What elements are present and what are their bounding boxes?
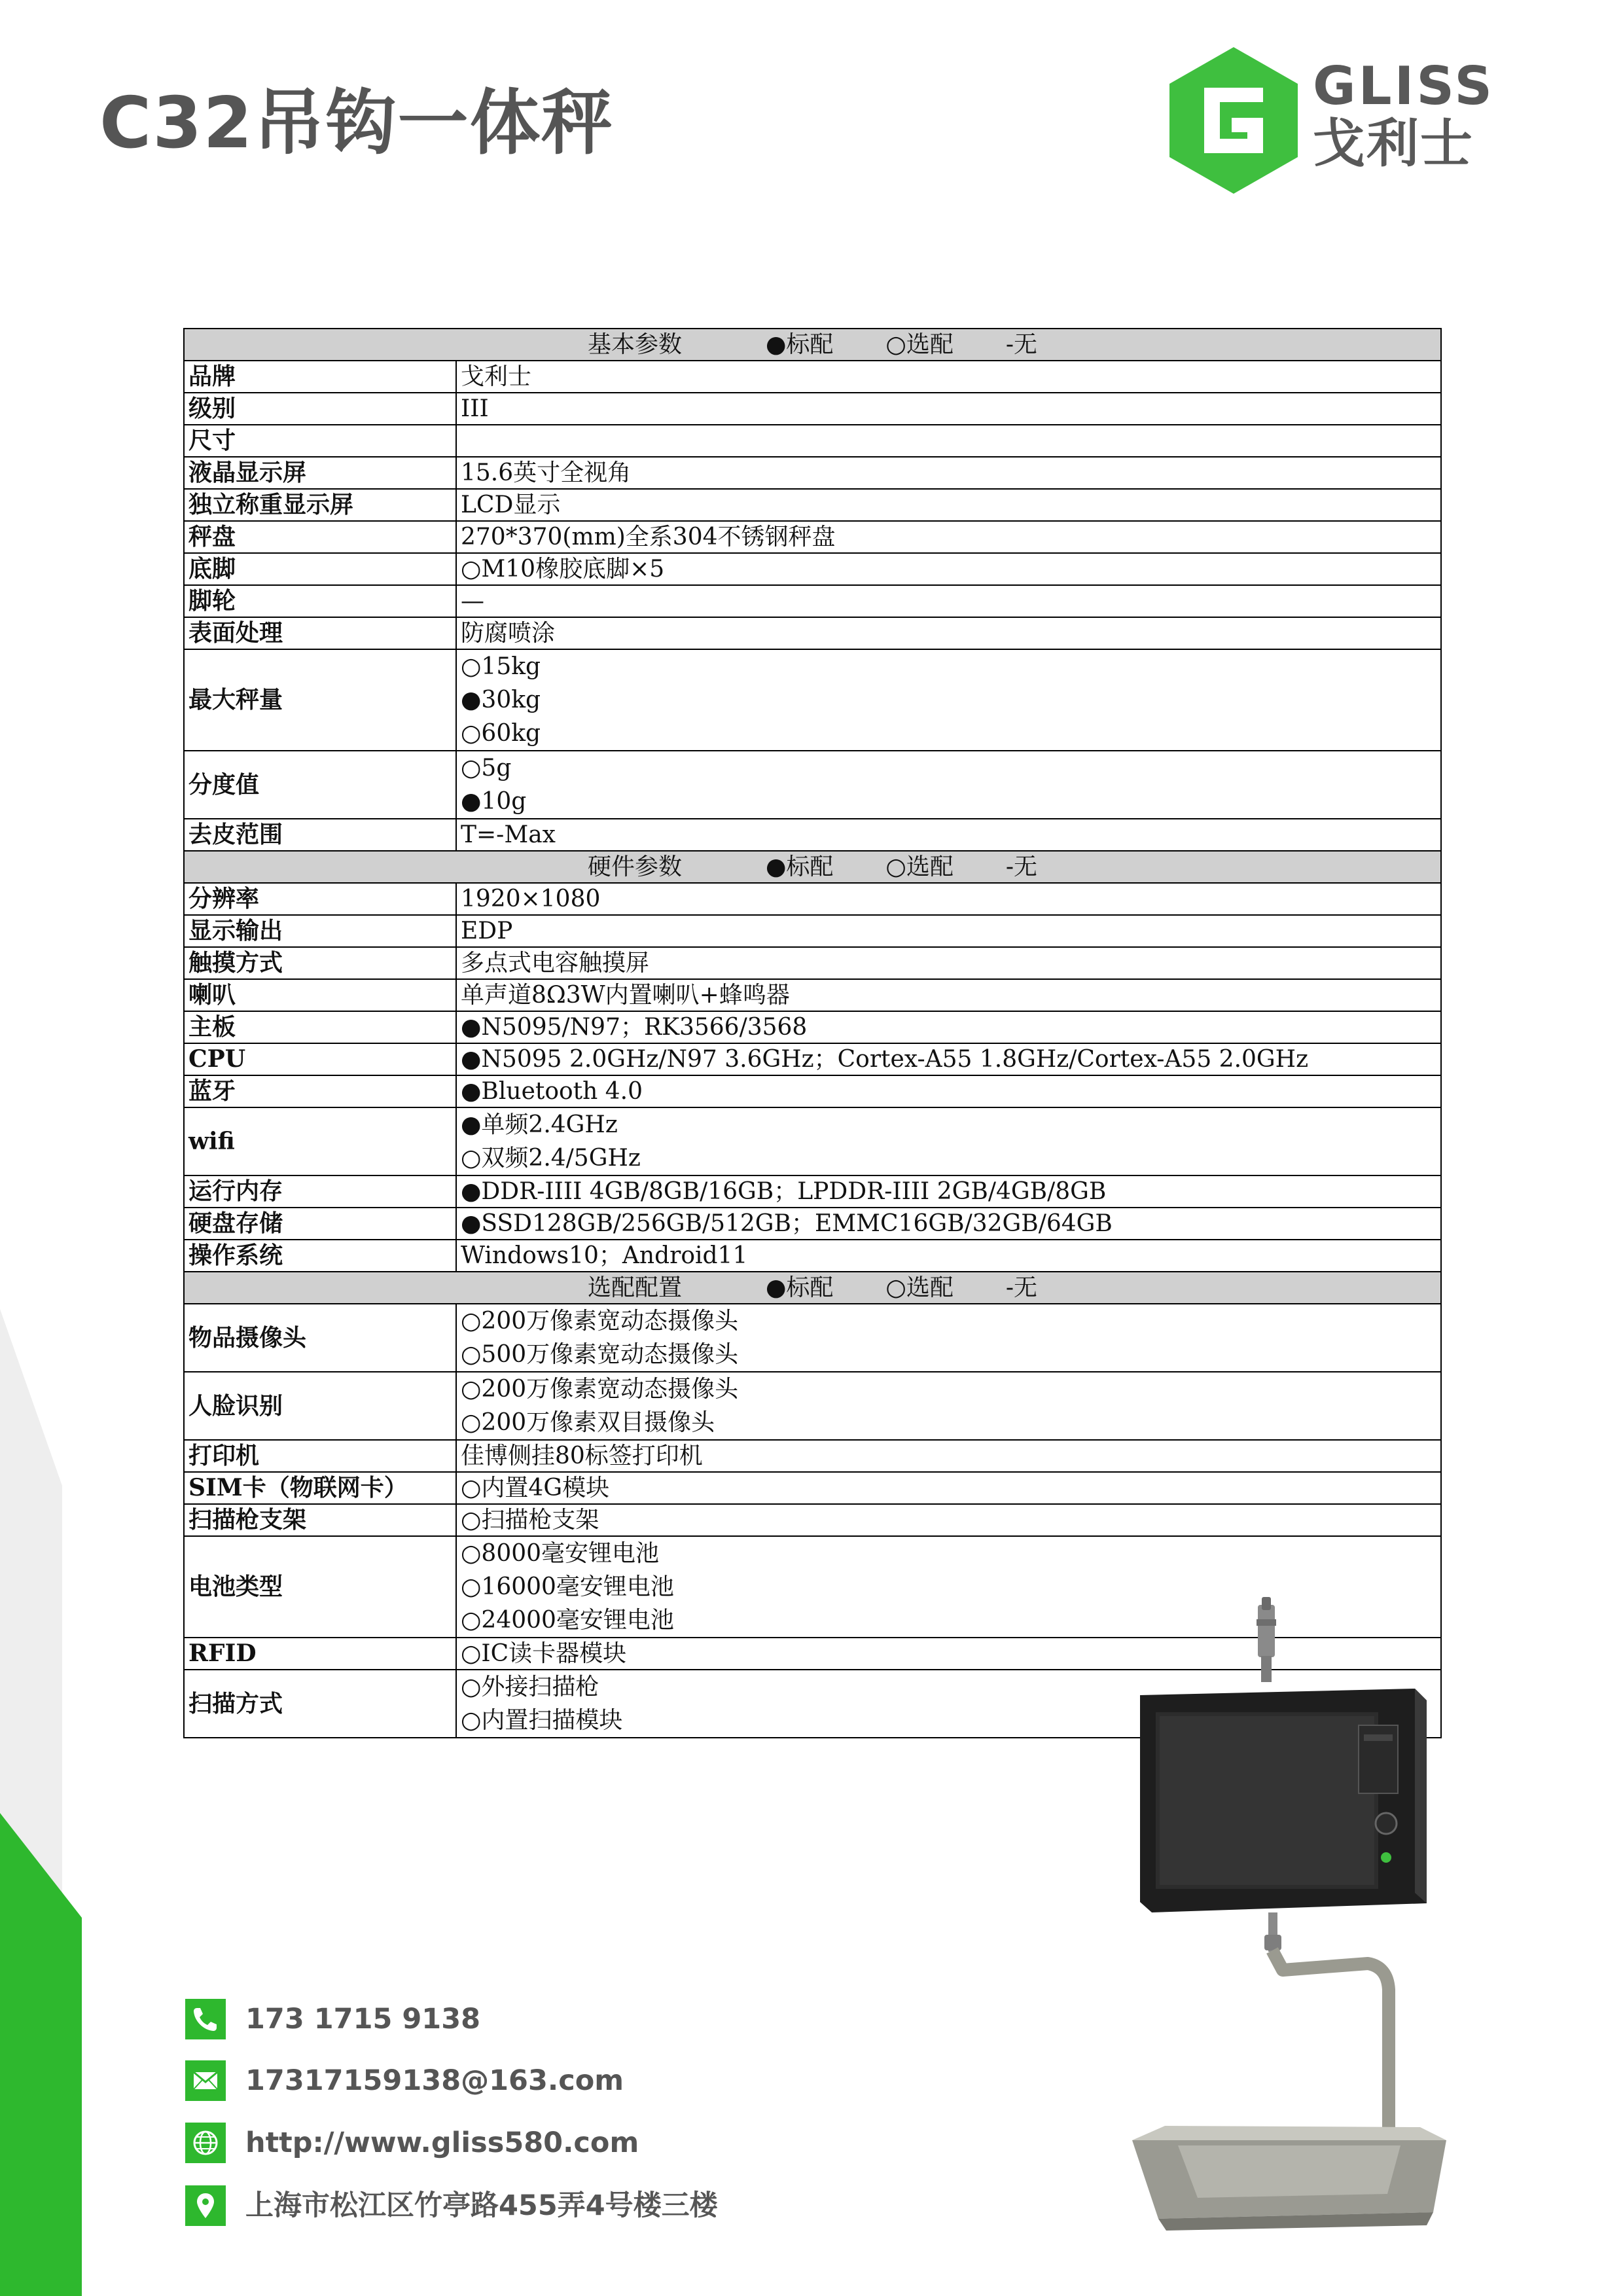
row-label: 最大秤量 [184, 649, 456, 751]
row-value: ●SSD128GB/256GB/512GB；EMMC16GB/32GB/64GB [456, 1208, 1441, 1240]
legend-optional: ○选配 [885, 331, 954, 358]
row-label: 主板 [184, 1011, 456, 1043]
value-line: ○双频2.4/5GHz [461, 1145, 641, 1172]
location-pin-icon [185, 2185, 226, 2226]
table-row [184, 915, 1441, 947]
page-title: C32吊钩一体秤 [99, 82, 614, 164]
section-header [184, 329, 1441, 361]
table-row [184, 521, 1441, 553]
row-value [456, 1107, 1441, 1175]
row-label: 分度值 [184, 751, 456, 819]
row-label: 物品摄像头 [184, 1304, 456, 1372]
value-line: ○60kg [461, 720, 541, 747]
value-line: ○200万像素宽动态摄像头 [461, 1308, 739, 1335]
row-label: 表面处理 [184, 617, 456, 649]
row-value: ○M10橡胶底脚×5 [456, 553, 1441, 585]
row-value: T=-Max [456, 819, 1441, 851]
value-line: ○16000毫安锂电池 [461, 1573, 674, 1600]
table-row [184, 1043, 1441, 1075]
table-row [184, 361, 1441, 393]
section-header-cell [184, 329, 1441, 361]
row-label: 分辨率 [184, 883, 456, 915]
table-row [184, 585, 1441, 617]
row-value: EDP [456, 915, 1441, 947]
row-value [456, 1304, 1441, 1372]
value-line: ○24000毫安锂电池 [461, 1607, 674, 1634]
brand-logo [1158, 45, 1512, 202]
section-title: 基本参数 [588, 331, 683, 358]
legend-none: -无 [1005, 853, 1038, 880]
globe-icon [185, 2123, 226, 2163]
legend-optional: ○选配 [885, 1274, 954, 1301]
table-row [184, 553, 1441, 585]
row-label: 打印机 [184, 1440, 456, 1472]
website-url[interactable]: http://www.gliss580.com [245, 2126, 639, 2159]
value-line: ●单频2.4GHz [461, 1111, 618, 1138]
table-row [184, 1240, 1441, 1272]
value-line: ○8000毫安锂电池 [461, 1540, 660, 1567]
contact-phone [185, 1999, 840, 2039]
table-row [184, 979, 1441, 1011]
value-line: ●30kg [461, 687, 541, 713]
row-label: 喇叭 [184, 979, 456, 1011]
value-line: ●10g [461, 788, 527, 815]
table-row [184, 1175, 1441, 1208]
row-label: 液晶显示屏 [184, 457, 456, 489]
section-header-cell [184, 1272, 1441, 1304]
row-value: Windows10；Android11 [456, 1240, 1441, 1272]
row-value: — [456, 585, 1441, 617]
table-row [184, 819, 1441, 851]
product-image-hanging-scale [1126, 1597, 1466, 2251]
row-label: CPU [184, 1043, 456, 1075]
logo-hexagon-icon [1158, 45, 1309, 195]
row-value: 防腐喷涂 [456, 617, 1441, 649]
table-row [184, 457, 1441, 489]
section-title: 选配配置 [588, 1274, 683, 1301]
contact-email [185, 2060, 840, 2101]
table-row [184, 649, 1441, 751]
row-value: 多点式电容触摸屏 [456, 947, 1441, 979]
legend-standard: ●标配 [766, 853, 834, 880]
value-line: ○5g [461, 755, 512, 781]
mail-icon [185, 2060, 226, 2101]
row-value: ○扫描枪支架 [456, 1504, 1441, 1536]
row-value [456, 1372, 1441, 1440]
table-row [184, 1504, 1441, 1536]
row-label: 显示输出 [184, 915, 456, 947]
row-label: 去皮范围 [184, 819, 456, 851]
value-line: ○200万像素双目摄像头 [461, 1409, 715, 1436]
value-line: ○200万像素宽动态摄像头 [461, 1376, 739, 1403]
row-value: ●N5095/N97；RK3566/3568 [456, 1011, 1441, 1043]
section-header-cell [184, 851, 1441, 883]
value-line: ○500万像素宽动态摄像头 [461, 1341, 739, 1368]
row-label: 品牌 [184, 361, 456, 393]
section-header [184, 1272, 1441, 1304]
legend-none: -无 [1005, 1274, 1038, 1301]
table-row [184, 1372, 1441, 1440]
row-value: 佳博侧挂80标签打印机 [456, 1440, 1441, 1472]
section-header [184, 851, 1441, 883]
row-label: 硬盘存储 [184, 1208, 456, 1240]
row-value: 单声道8Ω3W内置喇叭+蜂鸣器 [456, 979, 1441, 1011]
row-value: 戈利士 [456, 361, 1441, 393]
table-row [184, 1011, 1441, 1043]
table-row [184, 393, 1441, 425]
row-label: 扫描枪支架 [184, 1504, 456, 1536]
address: 上海市松江区竹亭路455弄4号楼三楼 [245, 2189, 718, 2222]
row-label: wifi [184, 1107, 456, 1175]
row-value [456, 649, 1441, 751]
value-line: ○15kg [461, 653, 541, 680]
row-label: 电池类型 [184, 1536, 456, 1638]
contact-address [185, 2185, 840, 2226]
row-value: ○IC读卡器模块 [456, 1638, 1441, 1670]
row-label: 独立称重显示屏 [184, 489, 456, 521]
row-value: ●Bluetooth 4.0 [456, 1075, 1441, 1107]
phone-number: 173 1715 9138 [245, 2003, 481, 2036]
row-value: ○内置4G模块 [456, 1472, 1441, 1504]
row-value: ●N5095 2.0GHz/N97 3.6GHz；Cortex-A55 1.8GHz/Cortex-A55 2.0GHz [456, 1043, 1441, 1075]
row-value: LCD显示 [456, 489, 1441, 521]
row-label: 运行内存 [184, 1175, 456, 1208]
legend-standard: ●标配 [766, 1274, 834, 1301]
phone-icon [185, 1999, 226, 2039]
row-label: 操作系统 [184, 1240, 456, 1272]
table-row [184, 947, 1441, 979]
row-label: SIM卡（物联网卡） [184, 1472, 456, 1504]
row-label: 触摸方式 [184, 947, 456, 979]
logo-brand-cn: 戈利士 [1313, 113, 1474, 174]
row-label: 秤盘 [184, 521, 456, 553]
table-row [184, 883, 1441, 915]
contact-website [185, 2123, 840, 2163]
table-row [184, 751, 1441, 819]
table-row [184, 1075, 1441, 1107]
legend-standard: ●标配 [766, 331, 834, 358]
row-value: 15.6英寸全视角 [456, 457, 1441, 489]
row-label: 人脸识别 [184, 1372, 456, 1440]
table-row [184, 425, 1441, 457]
row-label: 蓝牙 [184, 1075, 456, 1107]
legend-none: -无 [1005, 331, 1038, 358]
legend-optional: ○选配 [885, 853, 954, 880]
table-row [184, 1304, 1441, 1372]
row-label: 脚轮 [184, 585, 456, 617]
row-value: 1920×1080 [456, 883, 1441, 915]
table-row [184, 617, 1441, 649]
row-label: 扫描方式 [184, 1670, 456, 1738]
row-label: RFID [184, 1638, 456, 1670]
row-value: ●DDR-IIII 4GB/8GB/16GB；LPDDR-IIII 2GB/4GB/8GB [456, 1175, 1441, 1208]
table-row [184, 489, 1441, 521]
table-row [184, 1208, 1441, 1240]
value-line: ○内置扫描模块 [461, 1707, 623, 1734]
table-row [184, 1440, 1441, 1472]
row-value [456, 751, 1441, 819]
email-address[interactable]: 17317159138@163.com [245, 2064, 624, 2097]
table-row [184, 1107, 1441, 1175]
value-line: ○外接扫描枪 [461, 1674, 599, 1700]
section-title: 硬件参数 [588, 853, 683, 880]
row-label: 级别 [184, 393, 456, 425]
row-label: 尺寸 [184, 425, 456, 457]
row-value: 270*370(mm)全系304不锈钢秤盘 [456, 521, 1441, 553]
row-label: 底脚 [184, 553, 456, 585]
row-value [456, 425, 1441, 457]
logo-brand-en: GLISS [1313, 56, 1495, 117]
spec-table [183, 328, 1442, 1738]
table-row [184, 1472, 1441, 1504]
row-value: III [456, 393, 1441, 425]
